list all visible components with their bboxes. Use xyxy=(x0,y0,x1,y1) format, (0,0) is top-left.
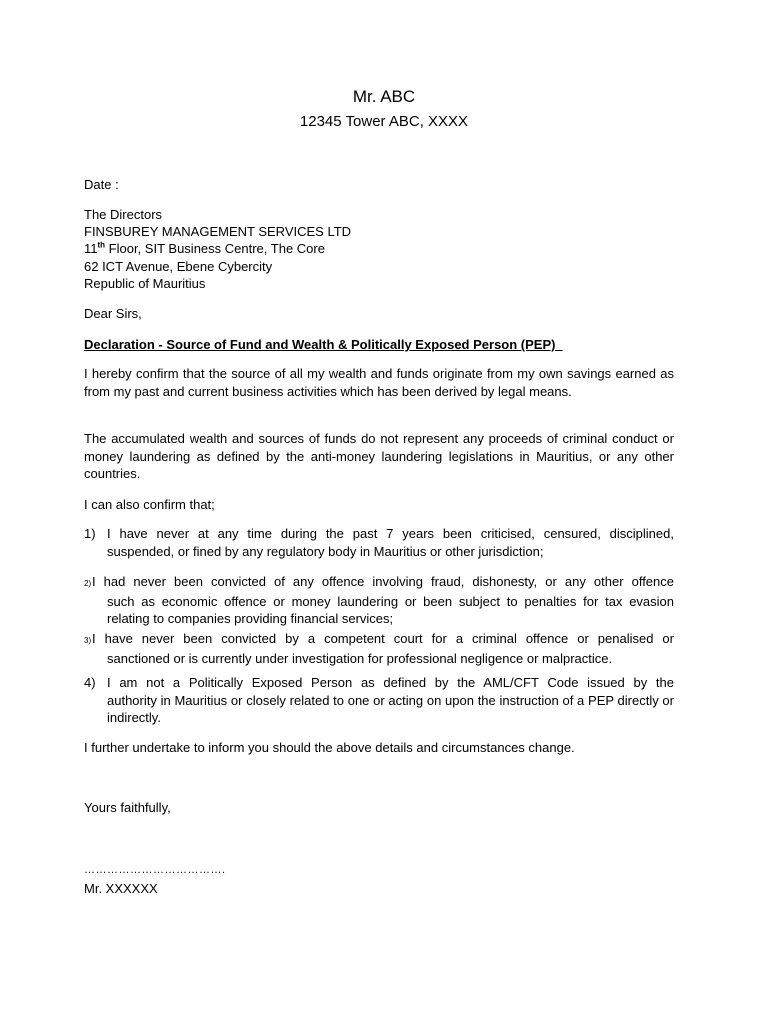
signature-line: ………………………………. xyxy=(84,864,226,876)
list-item xyxy=(84,573,674,628)
recipient-floor xyxy=(84,240,325,257)
list-item-number: 1) xyxy=(84,526,96,541)
closing-statement: I further undertake to inform you should the above details and circumstances change. xyxy=(84,740,575,755)
list-item xyxy=(84,525,674,560)
recipient-line-1: The Directors xyxy=(84,207,163,222)
recipient-company: FINSBUREY MANAGEMENT SERVICES LTD xyxy=(84,224,352,239)
list-item xyxy=(84,674,674,727)
sender-name: Mr. ABC xyxy=(352,87,416,106)
paragraph-source-of-funds: I hereby confirm that the source of all my wealth and funds originate from my own savings earned as from my past and current business activities which has been derived by legal means. xyxy=(84,366,674,399)
list-item-number: 3) xyxy=(84,636,92,645)
floor-number: 11 xyxy=(84,241,98,256)
list-item-continuation: suspended, or fined by any regulatory body in Mauritius or other jurisdiction; xyxy=(107,543,544,559)
recipient-street: 62 ICT Avenue, Ebene Cybercity xyxy=(84,259,273,274)
signatory-name: Mr. XXXXXX xyxy=(84,881,158,896)
list-item-number: 4) xyxy=(84,675,96,690)
signoff: Yours faithfully, xyxy=(84,800,171,815)
list-item-text: I had never been convicted of any offence involving fraud, dishonesty, or any other offence xyxy=(92,574,674,589)
list-item xyxy=(84,630,674,667)
recipient-country: Republic of Mauritius xyxy=(84,276,206,291)
floor-rest: Floor, SIT Business Centre, The Core xyxy=(105,241,325,256)
date-label: Date : xyxy=(84,177,119,192)
floor-suffix: th xyxy=(97,240,106,250)
list-item-text: I am not a Politically Exposed Person as defined by the AML/CFT Code issued by the xyxy=(107,675,674,690)
list-item-continuation: sanctioned or is currently under investigation for professional negligence or malpractice. xyxy=(107,650,613,666)
paragraph-confirm-intro: I can also confirm that; xyxy=(84,497,215,512)
list-item-continuation: authority in Mauritius or closely related to one or acting on upon the instruction of a PEP directly or indirectly. xyxy=(107,692,674,725)
list-item-number: 2) xyxy=(84,579,92,588)
list-item-text: I have never been convicted by a competent court for a criminal offence or penalised or xyxy=(92,631,674,646)
paragraph-accumulated-wealth: The accumulated wealth and sources of funds do not represent any proceeds of criminal conduct or money laundering as defined by the anti-money laundering legislations in Mauritius, or any other countries. xyxy=(84,431,674,481)
declaration-heading: Declaration - Source of Fund and Wealth & Politically Exposed Person (PEP) xyxy=(84,337,563,352)
list-item-text: I have never at any time during the past 7 years been criticised, censured, disciplined, xyxy=(107,526,674,541)
sender-address: 12345 Tower ABC, XXXX xyxy=(299,113,469,130)
list-item-continuation: such as economic offence or money laundering or been subject to penalties for tax evasion relating to companies providing financial services; xyxy=(107,593,674,626)
salutation: Dear Sirs, xyxy=(84,306,142,321)
